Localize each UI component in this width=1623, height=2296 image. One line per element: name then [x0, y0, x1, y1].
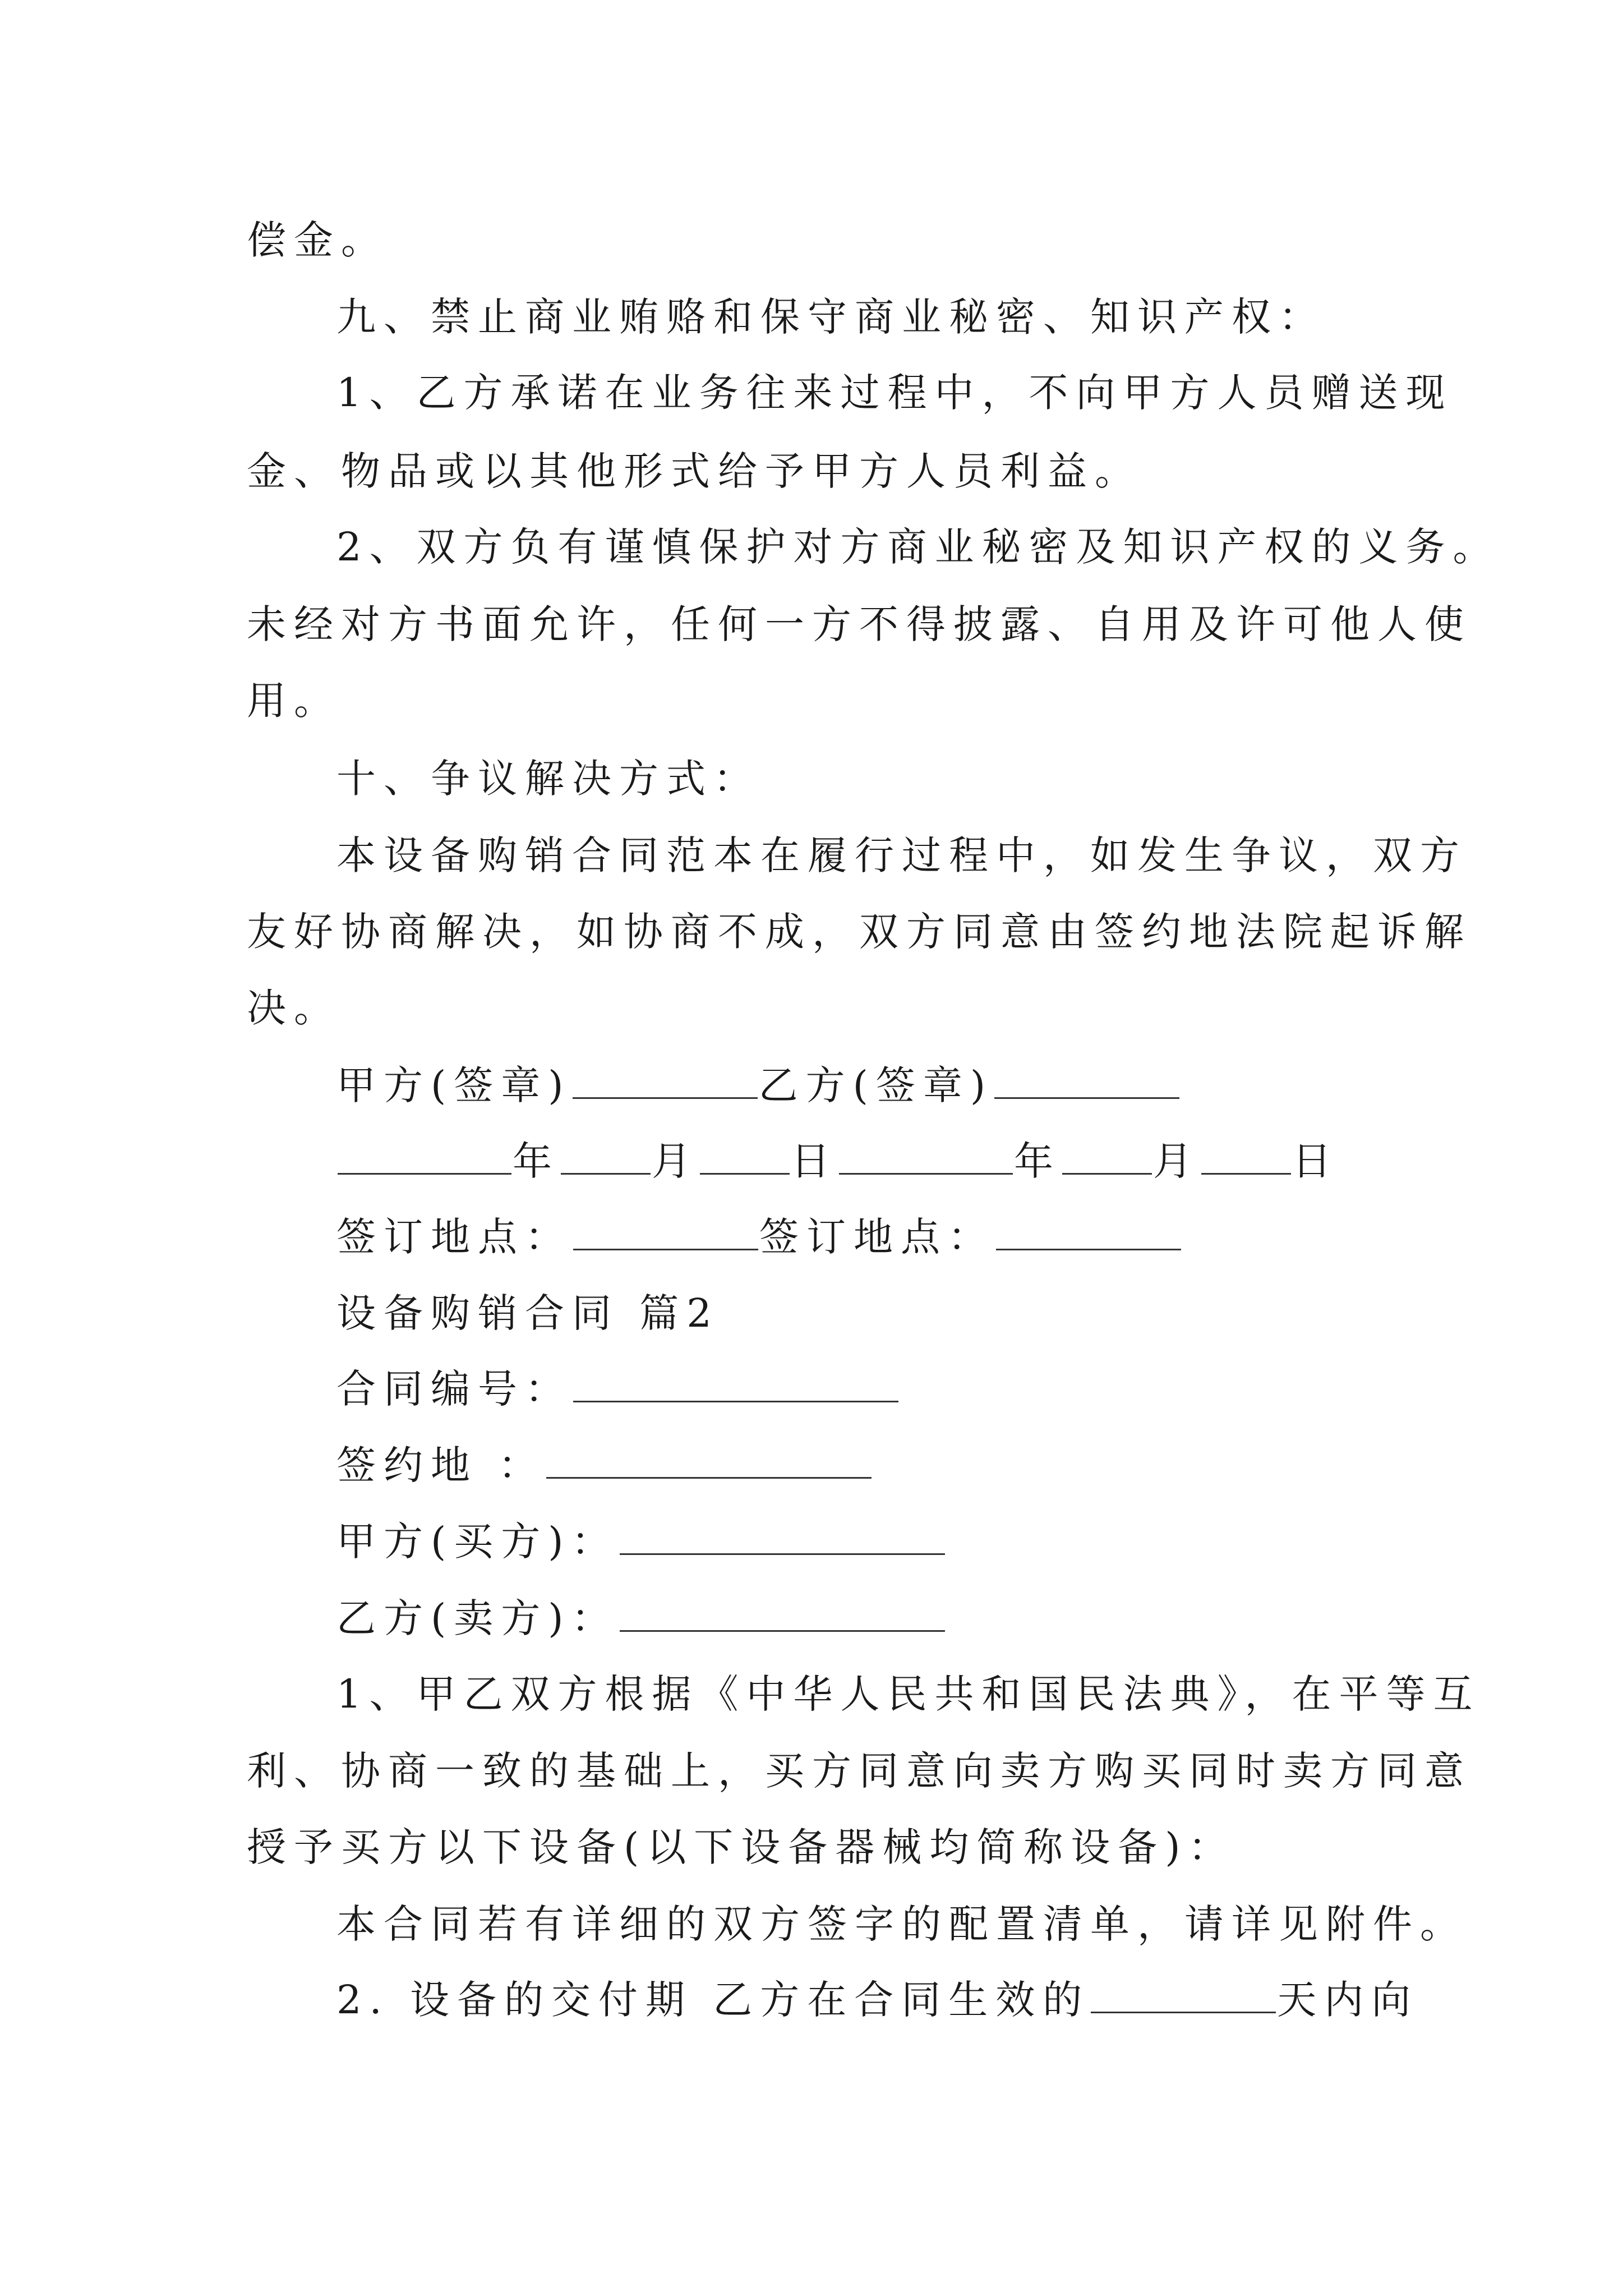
seller-row — [0, 1593, 1623, 1644]
text-line: 本设备购销合同范本在履行过程中，如发生争议，双方 — [336, 832, 1467, 878]
text-line: 用。 — [247, 678, 341, 724]
delivery-text-end: 天内向 — [1277, 1977, 1419, 2023]
seller-blank[interactable] — [620, 1599, 945, 1632]
signature-row — [0, 1060, 1623, 1111]
text-line: 偿金。 — [247, 217, 388, 263]
contract-number-label: 合同编号： — [336, 1366, 572, 1412]
text-line: 1、乙方承诺在业务往来过程中，不向甲方人员赠送现 — [336, 370, 1453, 416]
day-label: 日 — [791, 1138, 838, 1184]
contract-number-blank[interactable] — [573, 1369, 898, 1402]
section-title: 设备购销合同 篇2 — [336, 1290, 720, 1336]
buyer-label: 甲方(买方)： — [336, 1519, 619, 1565]
day-label: 日 — [1292, 1138, 1339, 1184]
day-blank[interactable] — [700, 1142, 790, 1175]
year-label: 年 — [1014, 1138, 1061, 1184]
text-line: 金、物品或以其他形式给予甲方人员利益。 — [247, 448, 1142, 494]
sign-place-a-blank[interactable] — [573, 1217, 758, 1250]
text-line: 友好协商解决，如协商不成，双方同意由签约地法院起诉解 — [247, 909, 1472, 955]
day-blank[interactable] — [1201, 1142, 1291, 1175]
date-row — [0, 1136, 1623, 1186]
text-line: 1、甲乙双方根据《中华人民共和国民法典》，在平等互 — [336, 1671, 1481, 1717]
sign-location-blank[interactable] — [546, 1446, 872, 1479]
text-line: 本合同若有详细的双方签字的配置清单，请详见附件。 — [336, 1901, 1467, 1947]
text-line: 利、协商一致的基础上，买方同意向卖方购买同时卖方同意 — [247, 1748, 1472, 1794]
delivery-row — [0, 1975, 1623, 2025]
party-b-label: 乙方(签章) — [758, 1062, 994, 1108]
delivery-days-blank[interactable] — [1091, 1980, 1276, 2013]
buyer-row — [0, 1516, 1623, 1567]
text-line: 2、双方负有谨慎保护对方商业秘密及知识产权的义务。 — [336, 524, 1500, 570]
sign-place-b-label: 签订地点： — [759, 1214, 995, 1260]
year-blank[interactable] — [839, 1142, 1013, 1175]
party-a-label: 甲方(签章) — [336, 1062, 571, 1108]
seller-label: 乙方(卖方)： — [336, 1595, 619, 1641]
buyer-blank[interactable] — [620, 1522, 945, 1555]
month-blank[interactable] — [1062, 1142, 1152, 1175]
text-line: 决。 — [247, 985, 341, 1031]
sign-location-row — [0, 1440, 1623, 1490]
sign-place-b-blank[interactable] — [996, 1217, 1181, 1250]
month-label: 月 — [1153, 1138, 1200, 1184]
year-label: 年 — [513, 1138, 560, 1184]
section-heading: 九、禁止商业贿赂和保守商业秘密、知识产权： — [336, 294, 1326, 340]
year-blank[interactable] — [338, 1142, 511, 1175]
party-a-blank[interactable] — [573, 1066, 758, 1099]
sign-place-row — [0, 1212, 1623, 1262]
sign-location-label: 签约地 ： — [336, 1442, 546, 1488]
text-line: 授予买方以下设备(以下设备器械均简称设备)： — [247, 1824, 1235, 1870]
party-b-blank[interactable] — [994, 1066, 1179, 1099]
text-line: 未经对方书面允许，任何一方不得披露、自用及许可他人使 — [247, 601, 1472, 647]
delivery-text: 2. 设备的交付期 乙方在合同生效的 — [336, 1977, 1090, 2023]
contract-number-row — [0, 1364, 1623, 1414]
month-label: 月 — [652, 1138, 699, 1184]
sign-place-a-label: 签订地点： — [336, 1214, 572, 1260]
month-blank[interactable] — [561, 1142, 651, 1175]
section-heading: 十、争议解决方式： — [336, 756, 760, 802]
